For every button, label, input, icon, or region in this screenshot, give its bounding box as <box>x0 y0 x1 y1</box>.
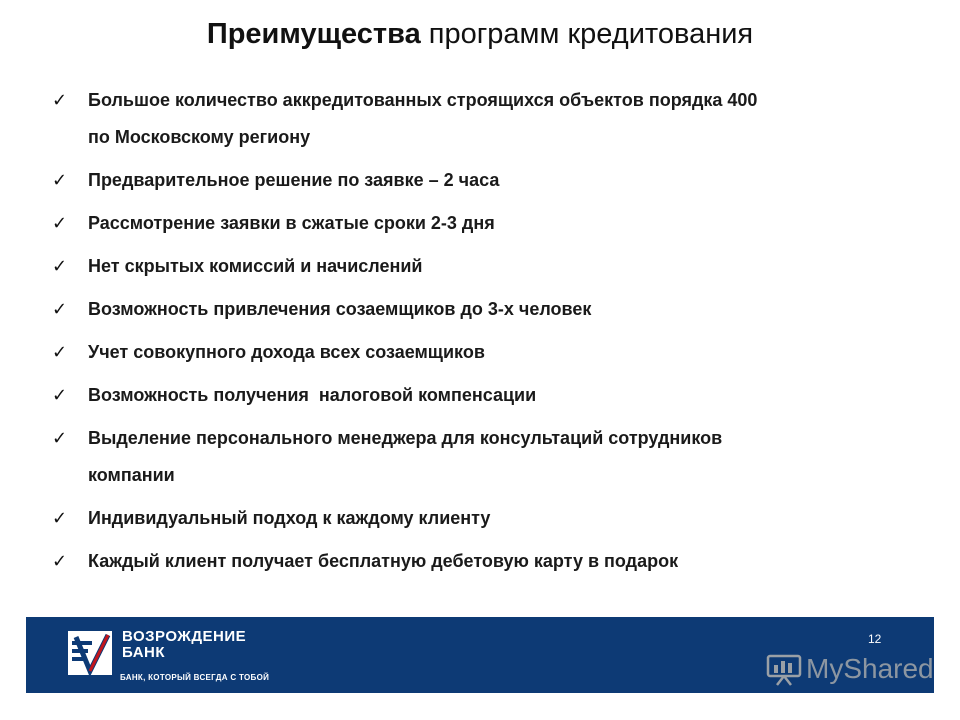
bank-slogan: БАНК, КОТОРЫЙ ВСЕГДА С ТОБОЙ <box>120 673 270 682</box>
checkmark-icon: ✓ <box>52 428 68 448</box>
list-item-text: Индивидуальный подход к каждому клиенту <box>88 508 491 528</box>
title-bold: Преимущества <box>206 18 421 50</box>
list-item-text: Возможность привлечения созаемщиков до 3-х человек <box>88 299 592 319</box>
watermark <box>766 652 934 686</box>
checkmark-icon: ✓ <box>52 213 68 233</box>
title-rest: программ кредитования <box>420 18 754 50</box>
checkmark-icon: ✓ <box>52 299 68 319</box>
list-item <box>52 82 912 156</box>
checkmark-icon: ✓ <box>52 90 68 110</box>
list-item <box>52 291 912 328</box>
checkmark-icon: ✓ <box>52 256 68 276</box>
list-item <box>52 377 912 414</box>
checkmark-icon: ✓ <box>52 551 68 571</box>
list-item <box>52 334 912 371</box>
bank-name <box>122 629 246 661</box>
watermark-text: MyShared <box>806 653 934 684</box>
checkmark-icon: ✓ <box>52 170 68 190</box>
list-item <box>52 500 912 537</box>
presentation-icon <box>766 652 802 686</box>
list-item <box>52 248 912 285</box>
list-item <box>52 162 912 199</box>
list-item <box>52 543 912 580</box>
list-item-text: Нет скрытых комиссий и начислений <box>88 256 423 276</box>
list-item-text: Рассмотрение заявки в сжатые сроки 2-3 дня <box>88 213 495 233</box>
list-item-text: Каждый клиент получает бесплатную дебетовую карту в подарок <box>88 551 679 571</box>
list-item-text: Учет совокупного дохода всех созаемщиков <box>88 342 485 362</box>
page-number: 12 <box>868 632 882 646</box>
bank-name-line2: БАНК <box>122 644 166 661</box>
list-item <box>52 205 912 242</box>
list-item-text: Большое количество аккредитованных строящихся объектов порядка 400 по Московскому региону <box>88 90 758 147</box>
bank-logo-icon <box>68 631 112 675</box>
list-item-text: Выделение персонального менеджера для консультаций сотрудников компании <box>88 428 723 485</box>
list-item-text: Предварительное решение по заявке – 2 часа <box>88 170 500 190</box>
page-title <box>0 18 960 51</box>
advantages-list <box>52 82 912 586</box>
list-item <box>52 420 912 494</box>
bank-logo <box>68 631 112 675</box>
bank-name-line1: ВОЗРОЖДЕНИЕ <box>122 628 247 645</box>
list-item-text: Возможность получения налоговой компенсации <box>88 385 537 405</box>
checkmark-icon: ✓ <box>52 508 68 528</box>
checkmark-icon: ✓ <box>52 385 68 405</box>
checkmark-icon: ✓ <box>52 342 68 362</box>
